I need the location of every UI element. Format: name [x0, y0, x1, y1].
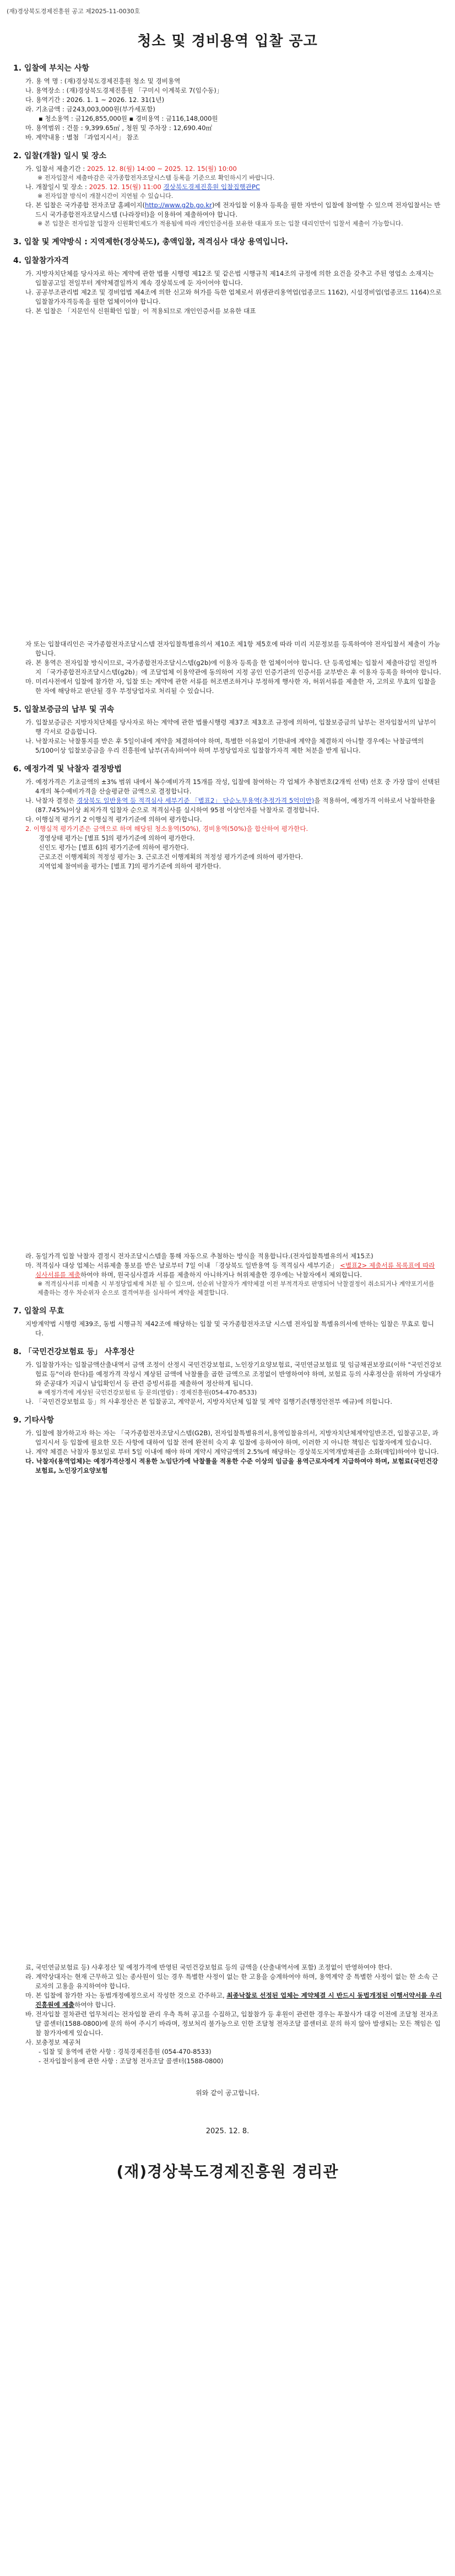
opening-time: 2025. 12. 15(월) 11:00	[89, 183, 161, 191]
s1-item-b: 나. 용역장소 : (재)경상북도경제진흥원 「구미시 이계북로 7(임수동)」	[25, 87, 223, 94]
section-2-heading: 2. 입찰(개찰) 일시 및 장소	[13, 152, 107, 160]
s4-item-d: 라. 본 용역은 전자입찰 방식이므로, 국가종합전자조달시스템(g2b)에 이용자 등록을 한 업체이어야 합니다. 단 등록업체는 입찰서 제출마감일 전일까지 「국가종합전자조달시스템(g2b)」에 조달업체 이용약관에 동의하여 지정 공인 인증기관의 인증서를 교부받은 후 이용자 등록을 하여야 합니다.	[25, 659, 441, 676]
s6-item-c2: 2. 이행실적 평가기준은 금액으로 하며 해당된 청소용역(50%), 경비용역(50%)을 합산하여 평가한다.	[25, 825, 308, 833]
s9-item-c: 다. 낙찰자(용역업체)는 예정가격산정시 적용한 노임단가에 낙찰률을 적용한 수준 이상의 임금을 용역근로자에게 지급하여야 하며, 보험료(국민건강보험료, 노인장기요양보험	[25, 1457, 438, 1474]
s6-f-post: 하여야 하며, 원국심사결과 서류를 제출하지 아니하거나 허위제출한 경우에는 낙찰자에서 제외합니다.	[80, 1271, 362, 1279]
s4-item-c-cont: 자 또는 입찰대리인은 국가종합전자조달시스템 전자입찰특별유의서 제10조 제1항 제5호에 따라 미리 지문정보를 등록하여야 전자입찰서 제출이 가능합니다.	[25, 640, 441, 657]
s1-item-a: 가. 용 역 명 : (재)경상북도경제진흥원 청소 및 경비용역	[25, 77, 181, 85]
s9-item-e	[25, 1991, 442, 2010]
section-5-heading: 5. 입찰보증금의 납부 및 귀속	[13, 705, 115, 714]
s9-item-f: 바. 전자입찰 절차관련 업무처리는 전자입찰 관리 우측 특허 공고를 수집하고, 입찰참가 등 후원이 관련한 경우는 투찰사가 대강 이전에 조달청 전자조달 콜센터(1588-0800)에 문의 하여 주시기 바라며, 정보처리 불가능으로 인한 조달청 전자조달 콜센터로 문의 하지 않아 발생되는 모든 책임은 입찰 참가자에게 있습니다.	[25, 2010, 441, 2037]
bid-period: 2025. 12. 8(월) 14:00 ~ 2025. 12. 15(월) 10:00	[86, 165, 237, 173]
issuing-organization: (재)경상북도경제진흥원 경리관	[116, 2162, 339, 2181]
s2-a-label: 가. 입찰서 제출기간 :	[25, 165, 87, 173]
s5-item-a: 가. 입찰보증금은 지방자치단체를 당사자로 하는 계약에 관한 법률시행령 제37조 제3호조 규정에 의하여, 입찰보증금의 납부는 전자입찰서의 납부이행 각서로 갈음합니다.	[25, 718, 436, 736]
s2-item-b	[25, 183, 442, 192]
s6-item-a: 가. 예정가격은 기초금액의 ±3% 범위 내에서 복수예비가격 15개를 작성, 입찰에 참여하는 각 업체가 추첨번호(2개씩 선택) 선호 중 가장 많이 선택된 4개의 복수예비가격을 산술평균한 금액으로 결정합니다.	[25, 778, 440, 795]
page-1	[7, 7, 448, 316]
section-9-heading: 9. 기타사항	[13, 1416, 55, 1425]
page-4	[7, 1963, 448, 2182]
section-6-heading: 6. 예정가격 및 낙찰자 결정방법	[13, 765, 122, 774]
s9-g1: - 입찰 및 용역에 관한 사항 : 경북경제진흥원 (054-470-8533)	[39, 2048, 212, 2056]
s6-item-c: 다. 이행실적 평가기 2 이행실적 평가기준에 의하여 평가합니다.	[25, 815, 202, 823]
s9-e-highlight: 최종낙찰로 선정된 업체는 계약체결 시 반드시 동법개정된 이행서약서를 우리 진흥원에 제출	[35, 1992, 442, 2009]
section-3-heading: 3. 입찰 및 계약방식 : 지역제한(경상북도), 총액입찰, 적격심사 대상 용역입니다.	[13, 238, 288, 246]
section-8-heading: 8. 「국민건강보험료 등」 사후정산	[13, 1348, 134, 1356]
s9-e-post: 하여야 합니다.	[74, 2001, 116, 2009]
s8-item-a: 가. 입찰참가자는 입찰금액산출내역서 금액 조정이 산정시 국민건강보험료, 노인장기요양보험료, 국민연금보험료 및 임금채권보장료(이하 "국민건강보험료 등"이라 한다)를 예정가격 작성시 계상된 금액에 낙찰률을 곱한 금액으로 조정없이 반영하여야 하며, 보험료 등의 사후정산을 위하여 가상대가와 준공대가 지급시 납입확인서 등 관련 증빙서류를 제출하여 정산하게 됩니다.	[25, 1361, 442, 1387]
s4-item-a: 가. 지방자치단체를 당사자로 하는 계약에 관한 법률 시행령 제12조 및 같은법 시행규칙 제14조의 규정에 의한 요건을 갖추고 주된 영업소 소재지는 입찰공고일 전일부터 계약체결일까지 계속 경상북도에 둔 자이어야 합니다.	[25, 270, 434, 287]
s4-item-b: 나. 공공부조관리법 제2조 및 경비업법 제4조에 의한 신고와 허가를 득한 업체로서 위생관리용역업(업종코드 1162), 시설경비업(업종코드 1164)으로 입찰참가자격등록을 필한 업체이어야 합니다.	[25, 288, 442, 305]
closing-statement: 위와 같이 공고합니다.	[196, 2089, 259, 2097]
s9-item-b: 나. 계약 체결은 낙찰자 통보일로 부터 5일 이내에 해야 하며 계약시 계약금액의 2.5%에 해당하는 경상북도지역개발채권을 소화(매입)하여야 합니다.	[25, 1448, 439, 1456]
notice-number: (재)경상북도경제진흥원 공고 제2025-11-0030호	[7, 8, 140, 15]
s9-e-pre: 마. 본 입찰에 참가한 자는 동법개정예정으로서 작성한 것으로 간주하고,	[25, 1992, 227, 1999]
s6-b-post: 을 적용하여, 예정가격 이하로서 낙찰하한율(87.745%)이상 최저가격 입찰자 순으로 적격심사를 실시하여 95점 이상인자를 낙찰자로 결정합니다.	[35, 797, 436, 814]
s2-item-c	[25, 201, 442, 219]
s6-item-b	[25, 796, 442, 815]
s6-d1: 경영상태 평가는 [별표 5]의 평가기준에 의하여 평가한다.	[39, 834, 195, 842]
s1-item-d-breakdown: ▪ 청소용역 : 금126,855,000원 ▪ 경비용역 : 금116,148,000원	[39, 115, 218, 122]
page-2	[7, 640, 448, 871]
s2-b-label: 나. 개찰일시 및 장소 :	[25, 183, 89, 191]
s1-item-c: 다. 용역기간 : 2026. 1. 1 ~ 2026. 12. 31(1년)	[25, 96, 165, 104]
s1-item-d: 라. 기초금액 : 금243,003,000원(부가세포함)	[25, 105, 155, 113]
s9-item-d: 라. 계약상대자는 현재 근무하고 있는 종사원이 있는 경우 특별한 사정이 없는 한 고용을 승계하여야 하며, 용역계약 중 특별한 사정이 없는 한 소속 근로자의 고용을 유지하여야 합니다.	[25, 1973, 438, 1990]
s1-item-e: 마. 용역범위 : 건물 : 9,399.65㎡ , 청원 및 주차장 : 12,690.40㎡	[25, 124, 213, 132]
s6-d3: 근로조건 이행계획의 적정성 평가는 3. 근로조건 이행계획의 적정성 평가기준에 의하여 평가한다.	[39, 853, 303, 861]
section-1-heading: 1. 입찰에 부치는 사항	[13, 64, 89, 73]
s2-item-a	[25, 164, 442, 174]
s6-f-pre: 마. 적격심사 대상 업체는 서류제출 통보를 받은 날로부터 7일 이내 「경상북도 일반용역 등 적격심사 세부기준」	[25, 1262, 340, 1269]
s6-item-f	[25, 1261, 442, 1280]
s8-item-b: 나. 「국민건강보험료 등」의 사후정산은 본 입찰공고, 계약문서, 지방자치단체 입찰 및 계약 집행기준(행정안전부 예규)에 의합니다.	[25, 1398, 393, 1405]
s6-b-label: 나. 낙찰자 결정은	[25, 797, 77, 804]
s7-item-a: 지방계약법 시행령 제39조, 동법 시행규칙 제42조에 해당하는 입찰 및 국가종합전자조달 시스템 전자입찰 특별유의서에 반하는 입찰은 무효로 합니다.	[25, 1320, 434, 1337]
document-title: 청소 및 경비용역 입찰 공고	[137, 33, 318, 50]
s4-item-c: 다. 본 입찰은 「지문인식 신원확인 입찰」이 적용되므로 개인인증서를 보유한 대표	[25, 307, 256, 315]
s6-b-standard: 경상북도 일반용역 등 적격심사 세부기준 「별표2」 단순노무용역(추정가격 5억미만)	[77, 797, 315, 804]
page-3	[7, 1252, 448, 1475]
s4-item-e: 마. 미리사전에서 입찰에 참가한 자, 입찰 또는 계약에 관한 서류를 허조변조하거나 부정하게 행사한 자, 허위서류를 제출한 자, 고의로 무효의 입찰을 한 자에 해당하고 판단될 경우 부정당업자로 처리될 수 있습니다.	[25, 678, 436, 695]
s1-item-f: 바. 계약내용 : 별첨 「과업지시서」 참조	[25, 133, 139, 141]
opening-place: 경상북도경제진흥원 입찰집행관PC	[163, 183, 260, 191]
section-7-heading: 7. 입찰의 무효	[13, 1307, 64, 1316]
g2b-link[interactable]: http://www.g2b.go.kr	[145, 201, 212, 209]
s2-c-text1: 다. 본 입찰은 국가종합 전자조달 홈페이지(	[25, 201, 145, 209]
notice-date: 2025. 12. 8.	[205, 2127, 250, 2135]
s9-item-a: 가. 입찰에 참가하고자 하는 자는 「국가종합전자조달시스템(G2B), 전자입찰특별유의서,용역입찰유의서, 지방자치단체계약일반조건, 입찰공고문, 과업지시서 등 입찰에 필요한 모든 사항에 대하여 입찰 전에 완전히 숙지 후 입찰에 응하여야 하며, 이러한 지 아니한 책임은 입찰자에게 있습니다.	[25, 1429, 438, 1446]
s6-item-e: 라. 동일가격 입찰 낙찰자 결정시 전자조달시스템을 통해 자동으로 추첨하는 방식을 적용합니다.(전자입찰특별유의서 제15조)	[25, 1252, 373, 1260]
s9-g2: - 전자입찰이용에 관한 사항 : 조달청 전자조달 콜센터(1588-0800)	[39, 2057, 224, 2065]
s6-d2: 신인도 평가는 [별표 6]의 평가기준에 의하여 평가한다.	[39, 844, 189, 851]
s6-d4: 지역업체 참여비율 평가는 [별표 7]의 평가기준에 의하여 평가한다.	[39, 862, 221, 870]
s6-f-highlight: <별표2> 제출서류 목록표에 따라 심사서류를 제출	[35, 1262, 435, 1279]
s9-item-c-cont: 료, 국민연금보험료 등) 사후정산 및 예정가격에 반영된 국민건강보험료 등의 금액을 (산출내역서에 포함) 조정없이 반영하여야 한다.	[25, 1963, 393, 1971]
s2-b-note: ※ 전자입찰 방식이 개찰시간이 지연될 수 있습니다.	[37, 192, 174, 200]
s2-c-text2: )에 전자입찰 이용자 등록을 필한 자만이 입찰에 참여할 수 있으며 전자입찰서는 반드시 국가종합전자조달시스템 (나라장터)을 이용하여 제출하여야 합니다.	[35, 201, 441, 218]
s5-item-b: 나. 낙찰자로는 낙찰통지를 받은 후 5일이내에 계약을 체결하여야 하며, 특별한 이유없이 기한내에 계약을 체결하지 아니할 경우에는 낙찰금액의 5/100이상 입찰보증금을 우리 진흥원에 납부(귀속)하여야 하며 부정당업자로 입찰참가자격 제한 처분을 받게 됩니다.	[25, 737, 424, 754]
section-4-heading: 4. 입찰참가자격	[13, 256, 69, 265]
s8-a-note: ※ 예정가격에 계상된 국민건강보험료 등 문의(열람) : 경제진흥원(054-470-8533)	[37, 1389, 257, 1396]
s6-g-note: ※ 적격심사서류 미제출 시 부정당업제재 처분 될 수 있으며, 선순위 낙찰자가 계약체결 이전 부적격자로 판명되어 낙찰결정이 취소되거나 계약포기서를 제출하는 경우 차순위자 순으로 결격여부를 심사하여 계약을 체결합니다.	[37, 1280, 435, 1296]
s2-a-note: ※ 전자입찰서 제출마감은 국가종합전자조달시스템 등록을 기준으로 확인하시기 바랍니다.	[37, 174, 275, 181]
s9-item-g: 사. 보충정보 제공처	[25, 2038, 81, 2046]
s2-c-note: ※ 본 입찰은 전자입찰 입찰자 신원확인제도가 적용됨에 따라 개인인증서를 보유한 대표자 또는 입찰 대리인만이 입찰서 제출이 가능합니다.	[37, 220, 403, 227]
